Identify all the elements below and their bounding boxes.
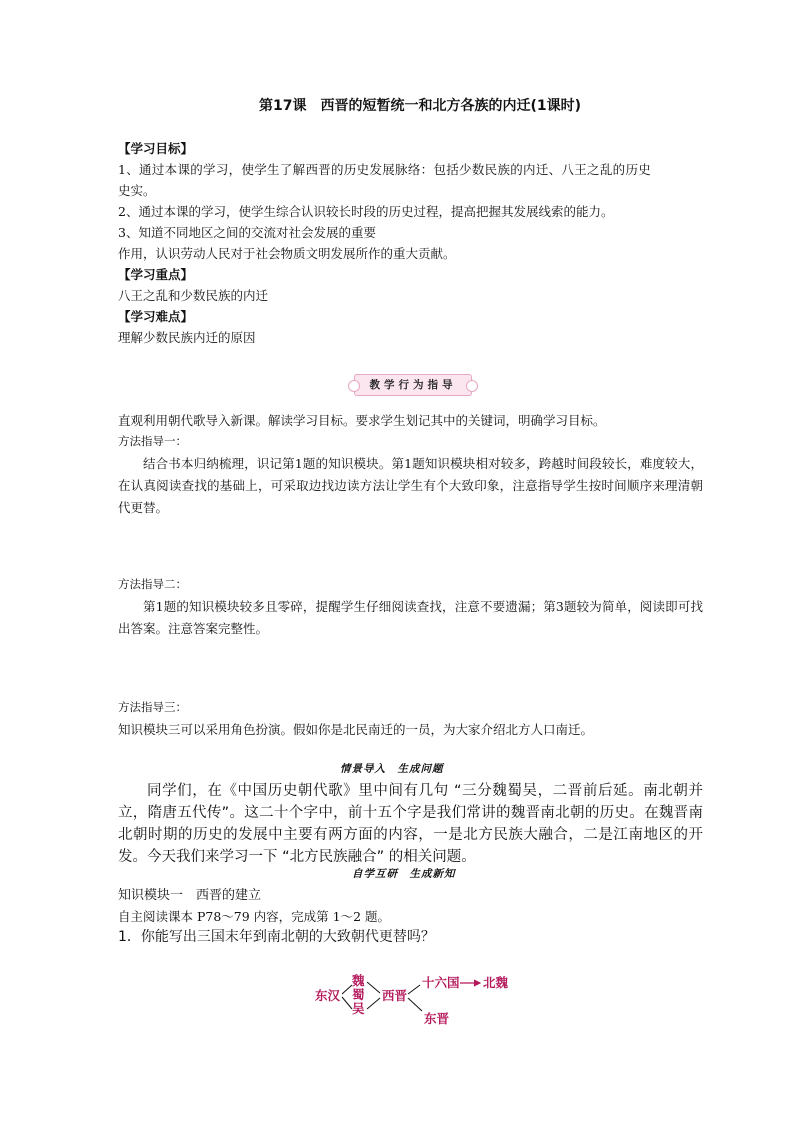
intro-text: 直观利用朝代歌导入新课。解读学习目标。要求学生划记其中的关键词，明确学习目标。 xyxy=(118,413,606,428)
arrow-wei-to-west-jin xyxy=(367,982,380,993)
wu-label: 吴 xyxy=(352,1001,365,1016)
difficulties-heading: 【学习难点】 xyxy=(118,309,194,324)
objective-1-line-b: 史实。 xyxy=(118,183,156,198)
objective-3-line-a: 3、知道不同地区之间的交流对社会发展的重要 xyxy=(118,225,376,240)
method-3-text: 知识模块三可以采用角色扮演。假如你是北民南迁的一员，为大家介绍北方人口南迁。 xyxy=(118,722,594,737)
north-wei-label: 北魏 xyxy=(483,975,509,990)
method-1-text: 结合书本归纳梳理，识记第1题的知识模块。第1题知识模块相对较多，跨越时间段较长，难度较大，在认真阅读查找的基础上，可采取边找边读方法让学生有个大致印象，注意指导学生按时间顺序来理清朝代更替。 xyxy=(118,456,703,515)
scene-intro-text: 同学们，在《中国历史朝代歌》里中间有几句 “三分魏蜀吴，二晋前后延。南北朝并立，隋唐五代传”。这二十个字中，前十五个字是我们常讲的魏晋南北朝的历史。在魏晋南北朝时期的历史的发展中主要有两方面的内容，一是北方民族大融合，二是江南地区的开发。今天我们来学习一下 “北方民族融合” 的相关问题。 xyxy=(118,783,703,865)
shu-label: 蜀 xyxy=(352,987,365,1002)
key-points-heading: 【学习重点】 xyxy=(118,267,194,282)
self-study-heading: 自学互研 生成新知 xyxy=(352,868,456,880)
method-2-text: 第1题的知识模块较多且零碎，提醒学生仔细阅读查找，注意不要遗漏；第3题较为简单，阅读即可找出答案。注意答案完整性。 xyxy=(118,599,703,636)
arrow-to-wei xyxy=(342,985,352,994)
key-points-text: 八王之乱和少数民族的内迁 xyxy=(118,288,269,303)
arrow-wu-to-west-jin xyxy=(367,998,380,1009)
method-2-heading: 方法指导二： xyxy=(118,577,187,591)
objective-3-line-b: 作用，认识劳动人民对于社会物质文明发展所作的重大贡献。 xyxy=(118,246,456,261)
objective-1-line-a: 1、通过本课的学习，使学生了解西晋的历史发展脉络：包括少数民族的内迁、八王之乱的历史 xyxy=(118,162,652,177)
teaching-guide-banner: 教学行为指导 xyxy=(354,374,472,396)
scene-intro-heading: 情景导入 生成问题 xyxy=(340,763,444,775)
module-1-title: 知识模块一 西晋的建立 xyxy=(118,888,262,903)
wei-label: 魏 xyxy=(352,973,365,988)
sixteen-kingdoms-label: 十六国 xyxy=(422,975,460,990)
method-3-heading: 方法指导三： xyxy=(118,700,187,714)
east-jin-label: 东晋 xyxy=(424,1011,450,1026)
difficulties-text: 理解少数民族内迁的原因 xyxy=(118,330,256,345)
objectives-heading: 【学习目标】 xyxy=(118,141,194,156)
method-1-heading: 方法指导一： xyxy=(118,434,187,448)
arrow-to-wu xyxy=(342,997,352,1009)
question-1: 1．你能写出三国末年到南北朝的大致朝代更替吗？ xyxy=(118,929,435,945)
dynasty-succession-diagram xyxy=(300,965,520,1035)
objective-2: 2、通过本课的学习，使学生综合认识较长时段的历史过程，提高把握其发展线索的能力。 xyxy=(118,204,614,219)
lesson-title: 第17课 西晋的短暂统一和北方各族的内迁(1课时) xyxy=(258,98,582,114)
arrow-to-sixteen xyxy=(408,985,420,994)
east-han-label: 东汉 xyxy=(315,988,341,1003)
module-1-instruction: 自主阅读课本 P78～79 内容，完成第 1～2 题。 xyxy=(118,909,391,924)
west-jin-label: 西晋 xyxy=(382,988,408,1003)
arrow-to-east-jin xyxy=(408,998,422,1011)
